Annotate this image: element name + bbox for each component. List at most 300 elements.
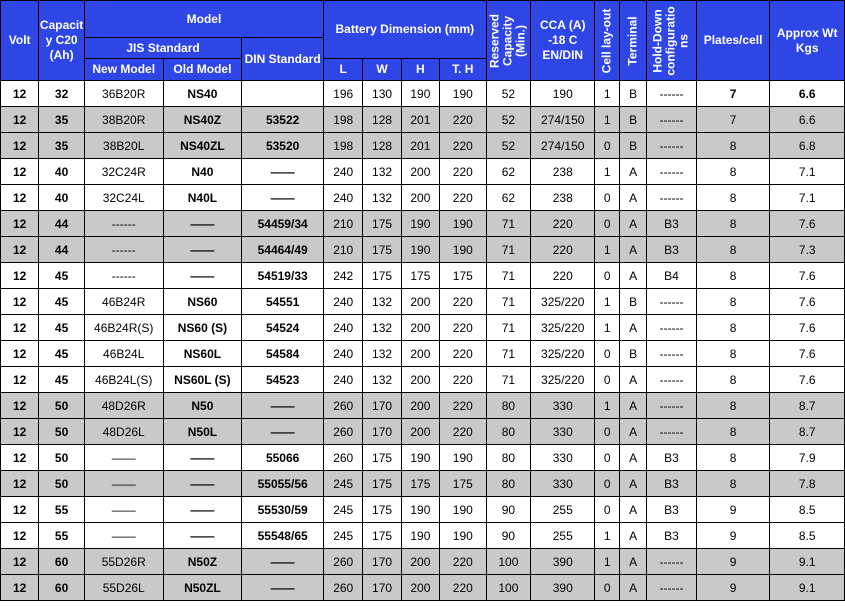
volt-cell: 12 — [1, 211, 39, 237]
length-cell: 240 — [324, 341, 363, 367]
cca-cell: 390 — [531, 549, 595, 575]
cca-cell: 325/220 — [531, 367, 595, 393]
plates-cell: 8 — [696, 315, 770, 341]
old-model-cell: N40L — [163, 185, 242, 211]
cell-layout-cell: 1 — [595, 315, 620, 341]
din-cell: —— — [242, 549, 324, 575]
reserved-capacity-cell: 100 — [486, 575, 531, 601]
table-body — [1, 81, 845, 601]
old-model-cell: NS40Z — [163, 107, 242, 133]
length-cell: 198 — [324, 133, 363, 159]
total-height-cell: 220 — [440, 367, 487, 393]
old-model-cell: NS60 (S) — [163, 315, 242, 341]
capacity-cell: 35 — [39, 107, 85, 133]
total-height-cell: 220 — [440, 159, 487, 185]
plates-cell: 8 — [696, 419, 770, 445]
old-model-cell: N50ZL — [163, 575, 242, 601]
hold-down-cell: ------ — [647, 185, 697, 211]
new-model-cell: 32C24L — [84, 185, 163, 211]
capacity-cell: 45 — [39, 263, 85, 289]
total-height-cell: 220 — [440, 575, 487, 601]
hold-down-cell: B3 — [647, 211, 697, 237]
din-cell: 53522 — [242, 107, 324, 133]
old-model-cell: —— — [163, 263, 242, 289]
din-cell: 55548/65 — [242, 523, 324, 549]
new-model-cell: 38B20R — [84, 107, 163, 133]
table-row — [1, 341, 845, 367]
capacity-cell: 45 — [39, 341, 85, 367]
cell-layout-cell: 0 — [595, 471, 620, 497]
din-cell: 54459/34 — [242, 211, 324, 237]
din-cell: 54524 — [242, 315, 324, 341]
height-cell: 200 — [401, 341, 439, 367]
hold-down-cell: ------ — [647, 107, 697, 133]
cca-cell: 390 — [531, 575, 595, 601]
height-cell: 200 — [401, 419, 439, 445]
hold-down-cell: ------ — [647, 81, 697, 107]
cell-layout-cell: 0 — [595, 419, 620, 445]
cca-cell: 325/220 — [531, 315, 595, 341]
length-cell: 240 — [324, 315, 363, 341]
plates-cell: 8 — [696, 471, 770, 497]
terminal-cell: B — [620, 133, 647, 159]
total-height-cell: 220 — [440, 341, 487, 367]
din-cell: —— — [242, 575, 324, 601]
width-cell: 132 — [363, 367, 401, 393]
plates-cell: 7 — [696, 81, 770, 107]
table-row — [1, 549, 845, 575]
hold-down-cell: B3 — [647, 445, 697, 471]
din-cell: 54551 — [242, 289, 324, 315]
height-cell: 190 — [401, 497, 439, 523]
table-row — [1, 263, 845, 289]
height-cell: 190 — [401, 237, 439, 263]
weight-cell: 7.6 — [770, 289, 845, 315]
cca-cell: 238 — [531, 185, 595, 211]
total-height-cell: 190 — [440, 81, 487, 107]
terminal-cell: A — [620, 575, 647, 601]
width-cell: 175 — [363, 523, 401, 549]
weight-cell: 8.5 — [770, 523, 845, 549]
plates-cell: 8 — [696, 445, 770, 471]
total-height-cell: 190 — [440, 445, 487, 471]
length-cell: 240 — [324, 289, 363, 315]
length-cell: 240 — [324, 367, 363, 393]
cell-layout-cell: 0 — [595, 445, 620, 471]
reserved-capacity-cell: 71 — [486, 341, 531, 367]
din-cell: 53520 — [242, 133, 324, 159]
plates-cell: 9 — [696, 549, 770, 575]
weight-cell: 7.6 — [770, 263, 845, 289]
height-cell: 201 — [401, 107, 439, 133]
header-hold-down: Hold-Down configuratio ns — [647, 1, 697, 81]
plates-cell: 8 — [696, 263, 770, 289]
cell-layout-cell: 1 — [595, 523, 620, 549]
width-cell: 132 — [363, 159, 401, 185]
hold-down-cell: ------ — [647, 133, 697, 159]
volt-cell: 12 — [1, 471, 39, 497]
reserved-capacity-cell: 52 — [486, 107, 531, 133]
cell-layout-cell: 1 — [595, 237, 620, 263]
cell-layout-cell: 0 — [595, 185, 620, 211]
din-cell: 55055/56 — [242, 471, 324, 497]
new-model-cell: —— — [84, 497, 163, 523]
terminal-cell: A — [620, 393, 647, 419]
old-model-cell: NS60L — [163, 341, 242, 367]
new-model-cell: 46B24R(S) — [84, 315, 163, 341]
din-cell: —— — [242, 393, 324, 419]
header-din: DIN Standard — [242, 38, 324, 81]
width-cell: 175 — [363, 237, 401, 263]
hold-down-cell: ------ — [647, 159, 697, 185]
terminal-cell: A — [620, 549, 647, 575]
capacity-cell: 50 — [39, 471, 85, 497]
volt-cell: 12 — [1, 419, 39, 445]
terminal-cell: A — [620, 523, 647, 549]
height-cell: 201 — [401, 133, 439, 159]
capacity-cell: 44 — [39, 237, 85, 263]
old-model-cell: —— — [163, 471, 242, 497]
old-model-cell: —— — [163, 497, 242, 523]
old-model-cell: N50Z — [163, 549, 242, 575]
plates-cell: 8 — [696, 237, 770, 263]
height-cell: 200 — [401, 289, 439, 315]
new-model-cell: ------ — [84, 237, 163, 263]
table-row — [1, 315, 845, 341]
new-model-cell: 36B20R — [84, 81, 163, 107]
weight-cell: 6.6 — [770, 107, 845, 133]
length-cell: 240 — [324, 159, 363, 185]
weight-cell: 7.3 — [770, 237, 845, 263]
plates-cell: 8 — [696, 133, 770, 159]
new-model-cell: 38B20L — [84, 133, 163, 159]
header-capacity: Capacit y C20 (Ah) — [39, 1, 85, 81]
header-th: T. H — [440, 59, 487, 81]
cca-cell: 330 — [531, 471, 595, 497]
weight-cell: 7.6 — [770, 367, 845, 393]
reserved-capacity-cell: 52 — [486, 81, 531, 107]
terminal-cell: B — [620, 107, 647, 133]
reserved-capacity-cell: 62 — [486, 159, 531, 185]
header-w: W — [363, 59, 401, 81]
terminal-cell: A — [620, 497, 647, 523]
header-volt: Volt — [1, 1, 39, 81]
new-model-cell: —— — [84, 471, 163, 497]
reserved-capacity-cell: 80 — [486, 471, 531, 497]
terminal-cell: A — [620, 471, 647, 497]
reserved-capacity-cell: 71 — [486, 315, 531, 341]
capacity-cell: 35 — [39, 133, 85, 159]
terminal-cell: B — [620, 81, 647, 107]
old-model-cell: N50L — [163, 419, 242, 445]
old-model-cell: NS40ZL — [163, 133, 242, 159]
header-terminal: Terminal — [620, 1, 647, 81]
width-cell: 128 — [363, 133, 401, 159]
terminal-cell: A — [620, 185, 647, 211]
din-cell: —— — [242, 185, 324, 211]
new-model-cell: ------ — [84, 211, 163, 237]
terminal-cell: A — [620, 367, 647, 393]
weight-cell: 9.1 — [770, 549, 845, 575]
new-model-cell: —— — [84, 523, 163, 549]
reserved-capacity-cell: 80 — [486, 445, 531, 471]
din-cell: —— — [242, 419, 324, 445]
new-model-cell: 48D26R — [84, 393, 163, 419]
hold-down-cell: ------ — [647, 393, 697, 419]
volt-cell: 12 — [1, 497, 39, 523]
header-h: H — [401, 59, 439, 81]
height-cell: 200 — [401, 159, 439, 185]
table-row — [1, 211, 845, 237]
volt-cell: 12 — [1, 159, 39, 185]
length-cell: 260 — [324, 419, 363, 445]
volt-cell: 12 — [1, 263, 39, 289]
length-cell: 210 — [324, 211, 363, 237]
length-cell: 260 — [324, 549, 363, 575]
reserved-capacity-cell: 80 — [486, 419, 531, 445]
width-cell: 175 — [363, 445, 401, 471]
old-model-cell: N40 — [163, 159, 242, 185]
height-cell: 175 — [401, 263, 439, 289]
din-cell: 54464/49 — [242, 237, 324, 263]
capacity-cell: 60 — [39, 549, 85, 575]
terminal-cell: B — [620, 341, 647, 367]
weight-cell: 7.8 — [770, 471, 845, 497]
terminal-cell: B — [620, 289, 647, 315]
old-model-cell: —— — [163, 237, 242, 263]
plates-cell: 8 — [696, 341, 770, 367]
total-height-cell: 175 — [440, 263, 487, 289]
cell-layout-cell: 1 — [595, 159, 620, 185]
length-cell: 242 — [324, 263, 363, 289]
height-cell: 200 — [401, 367, 439, 393]
total-height-cell: 190 — [440, 211, 487, 237]
total-height-cell: 190 — [440, 523, 487, 549]
height-cell: 190 — [401, 523, 439, 549]
width-cell: 175 — [363, 471, 401, 497]
total-height-cell: 220 — [440, 549, 487, 575]
cell-layout-cell: 0 — [595, 497, 620, 523]
header-l: L — [324, 59, 363, 81]
cca-cell: 325/220 — [531, 341, 595, 367]
plates-cell: 8 — [696, 393, 770, 419]
capacity-cell: 55 — [39, 497, 85, 523]
reserved-capacity-cell: 90 — [486, 523, 531, 549]
volt-cell: 12 — [1, 237, 39, 263]
din-cell: 54519/33 — [242, 263, 324, 289]
header-cca: CCA (A) -18 C EN/DIN — [531, 1, 595, 81]
new-model-cell: 55D26L — [84, 575, 163, 601]
cell-layout-cell: 0 — [595, 341, 620, 367]
volt-cell: 12 — [1, 445, 39, 471]
volt-cell: 12 — [1, 341, 39, 367]
new-model-cell: 46B24R — [84, 289, 163, 315]
new-model-cell: 55D26R — [84, 549, 163, 575]
hold-down-cell: B3 — [647, 471, 697, 497]
width-cell: 132 — [363, 315, 401, 341]
hold-down-cell: ------ — [647, 549, 697, 575]
cell-layout-cell: 0 — [595, 211, 620, 237]
width-cell: 170 — [363, 419, 401, 445]
table-row — [1, 497, 845, 523]
total-height-cell: 220 — [440, 393, 487, 419]
new-model-cell: 46B24L — [84, 341, 163, 367]
volt-cell: 12 — [1, 575, 39, 601]
new-model-cell: 46B24L(S) — [84, 367, 163, 393]
plates-cell: 9 — [696, 497, 770, 523]
reserved-capacity-cell: 71 — [486, 263, 531, 289]
capacity-cell: 45 — [39, 367, 85, 393]
cell-layout-cell: 0 — [595, 133, 620, 159]
width-cell: 132 — [363, 185, 401, 211]
height-cell: 190 — [401, 211, 439, 237]
old-model-cell: NS40 — [163, 81, 242, 107]
plates-cell: 8 — [696, 289, 770, 315]
width-cell: 170 — [363, 393, 401, 419]
din-cell: 54523 — [242, 367, 324, 393]
capacity-cell: 50 — [39, 393, 85, 419]
din-cell: 55066 — [242, 445, 324, 471]
height-cell: 190 — [401, 445, 439, 471]
cca-cell: 274/150 — [531, 133, 595, 159]
reserved-capacity-cell: 52 — [486, 133, 531, 159]
din-cell: 54584 — [242, 341, 324, 367]
cell-layout-cell: 0 — [595, 367, 620, 393]
din-cell — [242, 81, 324, 107]
table-row — [1, 367, 845, 393]
cca-cell: 330 — [531, 445, 595, 471]
header-new-model: New Model — [84, 59, 163, 81]
terminal-cell: A — [620, 263, 647, 289]
height-cell: 190 — [401, 81, 439, 107]
table-row — [1, 575, 845, 601]
total-height-cell: 175 — [440, 471, 487, 497]
cell-layout-cell: 1 — [595, 549, 620, 575]
header-plates: Plates/cell — [696, 1, 770, 81]
cca-cell: 220 — [531, 211, 595, 237]
volt-cell: 12 — [1, 289, 39, 315]
table-row — [1, 237, 845, 263]
cca-cell: 220 — [531, 237, 595, 263]
old-model-cell: —— — [163, 211, 242, 237]
capacity-cell: 50 — [39, 445, 85, 471]
cca-cell: 325/220 — [531, 289, 595, 315]
capacity-cell: 44 — [39, 211, 85, 237]
header-cell-layout: Cell lay-out — [595, 1, 620, 81]
length-cell: 198 — [324, 107, 363, 133]
old-model-cell: —— — [163, 523, 242, 549]
weight-cell: 8.7 — [770, 393, 845, 419]
header-weight: Approx Wt Kgs — [770, 1, 845, 81]
weight-cell: 8.7 — [770, 419, 845, 445]
table-row — [1, 471, 845, 497]
capacity-cell: 45 — [39, 315, 85, 341]
length-cell: 260 — [324, 575, 363, 601]
header-model: Model — [84, 1, 323, 38]
new-model-cell: 48D26L — [84, 419, 163, 445]
capacity-cell: 50 — [39, 419, 85, 445]
table-row — [1, 159, 845, 185]
terminal-cell: A — [620, 315, 647, 341]
length-cell: 196 — [324, 81, 363, 107]
table-row — [1, 419, 845, 445]
length-cell: 260 — [324, 445, 363, 471]
width-cell: 170 — [363, 549, 401, 575]
length-cell: 260 — [324, 393, 363, 419]
cca-cell: 330 — [531, 419, 595, 445]
height-cell: 200 — [401, 393, 439, 419]
volt-cell: 12 — [1, 523, 39, 549]
weight-cell: 8.5 — [770, 497, 845, 523]
width-cell: 130 — [363, 81, 401, 107]
plates-cell: 8 — [696, 159, 770, 185]
height-cell: 200 — [401, 315, 439, 341]
table-header — [1, 1, 845, 81]
plates-cell: 9 — [696, 575, 770, 601]
length-cell: 245 — [324, 523, 363, 549]
terminal-cell: A — [620, 237, 647, 263]
cca-cell: 274/150 — [531, 107, 595, 133]
volt-cell: 12 — [1, 133, 39, 159]
hold-down-cell: ------ — [647, 315, 697, 341]
total-height-cell: 220 — [440, 107, 487, 133]
weight-cell: 6.8 — [770, 133, 845, 159]
width-cell: 128 — [363, 107, 401, 133]
volt-cell: 12 — [1, 393, 39, 419]
cell-layout-cell: 1 — [595, 289, 620, 315]
cell-layout-cell: 1 — [595, 393, 620, 419]
cca-cell: 330 — [531, 393, 595, 419]
height-cell: 175 — [401, 471, 439, 497]
header-reserved-capacity: Reserved Capacity (Min.) — [486, 1, 531, 81]
terminal-cell: A — [620, 419, 647, 445]
total-height-cell: 190 — [440, 497, 487, 523]
reserved-capacity-cell: 71 — [486, 367, 531, 393]
hold-down-cell: B3 — [647, 237, 697, 263]
length-cell: 245 — [324, 471, 363, 497]
height-cell: 200 — [401, 185, 439, 211]
header-old-model: Old Model — [163, 59, 242, 81]
total-height-cell: 220 — [440, 289, 487, 315]
plates-cell: 7 — [696, 107, 770, 133]
header-dimension: Battery Dimension (mm) — [324, 1, 487, 59]
din-cell: —— — [242, 159, 324, 185]
hold-down-cell: ------ — [647, 575, 697, 601]
total-height-cell: 220 — [440, 315, 487, 341]
length-cell: 245 — [324, 497, 363, 523]
old-model-cell: NS60 — [163, 289, 242, 315]
capacity-cell: 45 — [39, 289, 85, 315]
reserved-capacity-cell: 71 — [486, 237, 531, 263]
capacity-cell: 55 — [39, 523, 85, 549]
hold-down-cell: B3 — [647, 523, 697, 549]
total-height-cell: 220 — [440, 133, 487, 159]
table-row — [1, 393, 845, 419]
old-model-cell: NS60L (S) — [163, 367, 242, 393]
cell-layout-cell: 1 — [595, 81, 620, 107]
reserved-capacity-cell: 71 — [486, 211, 531, 237]
cell-layout-cell: 0 — [595, 263, 620, 289]
height-cell: 200 — [401, 575, 439, 601]
table-row — [1, 445, 845, 471]
table-row — [1, 185, 845, 211]
cca-cell: 238 — [531, 159, 595, 185]
width-cell: 175 — [363, 497, 401, 523]
old-model-cell: N50 — [163, 393, 242, 419]
weight-cell: 9.1 — [770, 575, 845, 601]
table-row — [1, 289, 845, 315]
old-model-cell: —— — [163, 445, 242, 471]
